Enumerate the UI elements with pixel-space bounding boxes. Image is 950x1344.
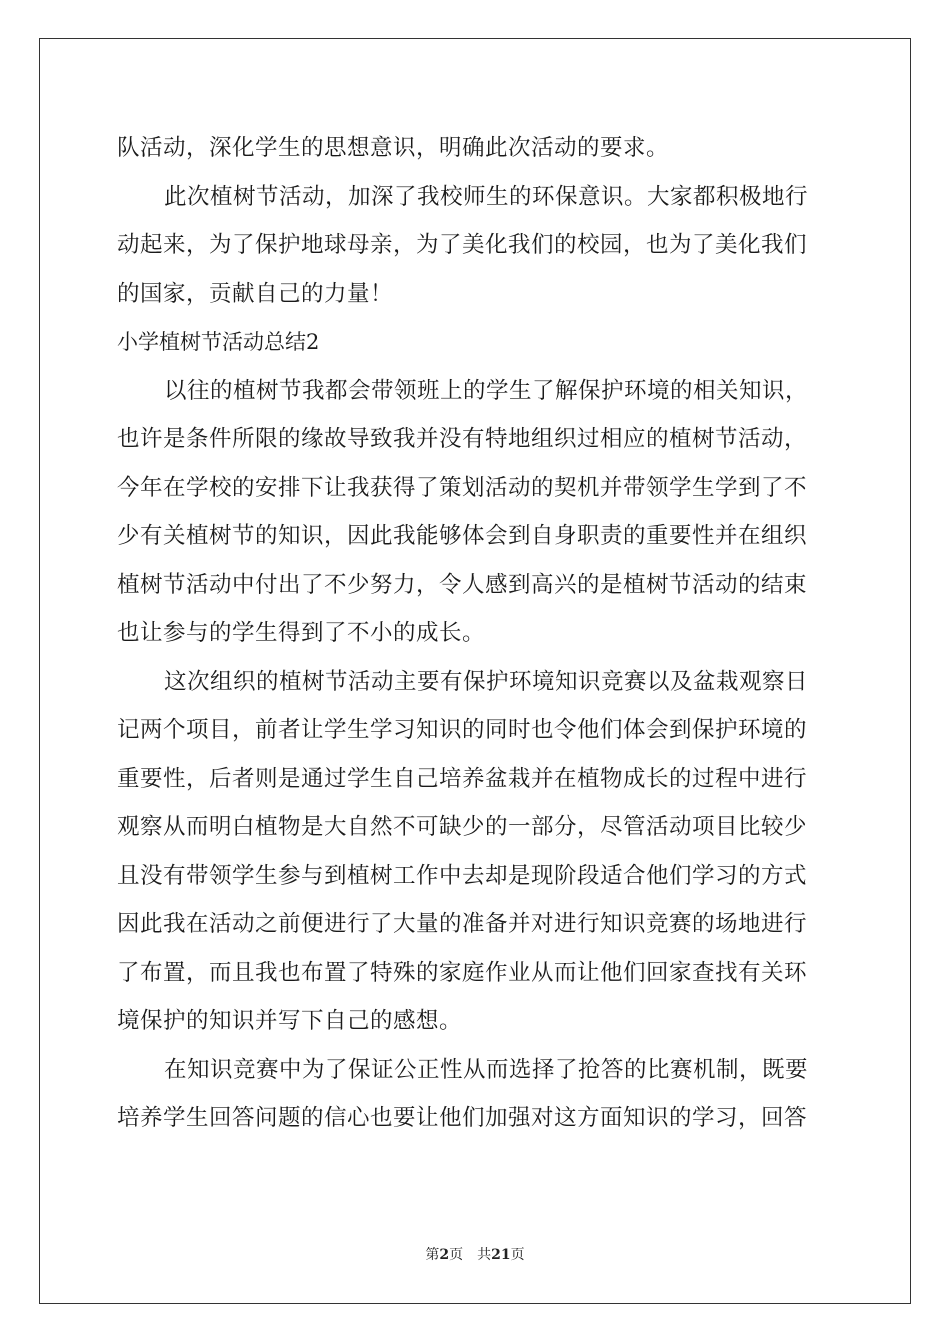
paragraph-start-line: 在知识竞赛中为了保证公正性从而选择了抢答的比赛机制，既要 <box>164 1056 809 1083</box>
paragraph-start-line: 此次植树节活动，加深了我校师生的环保意识。大家都积极地行 <box>164 183 809 210</box>
text-line: 也让参与的学生得到了不小的成长。 <box>117 620 486 646</box>
paragraph-start-line: 这次组织的植树节活动主要有保护环境知识竞赛以及盆栽观察日 <box>164 668 809 695</box>
text-line: 队活动，深化学生的思想意识，明确此次活动的要求。 <box>117 135 670 161</box>
text-line: 了布置，而且我也布置了特殊的家庭作业从而让他们回家查找有关环 <box>117 959 808 986</box>
page-footer <box>0 1246 950 1264</box>
text-line: 也许是条件所限的缘故导致我并没有特地组织过相应的植树节活动， <box>117 426 808 452</box>
current-page-number: 2 <box>439 1247 450 1263</box>
text-line: 植树节活动中付出了不少努力，令人感到高兴的是植树节活动的结束 <box>117 571 808 598</box>
total-pages-number: 21 <box>491 1247 511 1263</box>
text-line: 境保护的知识并写下自己的感想。 <box>117 1008 463 1034</box>
paragraph-start-line: 以往的植树节我都会带领班上的学生了解保护环境的相关知识， <box>164 377 809 404</box>
text-line: 因此我在活动之前便进行了大量的准备并对进行知识竞赛的场地进行 <box>117 911 808 937</box>
footer-total-prefix: 共 <box>477 1247 492 1263</box>
footer-page-suffix: 页 <box>449 1247 464 1263</box>
section-heading: 小学植树节活动总结2 <box>117 330 320 354</box>
document-body <box>117 124 832 1143</box>
text-line: 今年在学校的安排下让我获得了策划活动的契机并带领学生学到了不 <box>117 474 808 501</box>
footer-prefix: 第 <box>425 1247 440 1263</box>
text-line: 观察从而明白植物是大自然不可缺少的一部分，尽管活动项目比较少 <box>117 814 808 840</box>
text-line: 动起来，为了保护地球母亲，为了美化我们的校园，也为了美化我们 <box>117 232 808 258</box>
text-line: 的国家，贡献自己的力量！ <box>117 280 394 307</box>
text-line: 少有关植树节的知识，因此我能够体会到自身职责的重要性并在组织 <box>117 523 808 549</box>
text-line: 重要性，后者则是通过学生自己培养盆栽并在植物成长的过程中进行 <box>117 765 808 792</box>
footer-total-suffix: 页 <box>510 1247 525 1263</box>
text-line: 培养学生回答问题的信心也要让他们加强对这方面知识的学习，回答 <box>117 1105 808 1131</box>
text-line: 且没有带领学生参与到植树工作中去却是现阶段适合他们学习的方式 <box>117 862 808 889</box>
text-line: 记两个项目，前者让学生学习知识的同时也令他们体会到保护环境的 <box>117 717 808 743</box>
